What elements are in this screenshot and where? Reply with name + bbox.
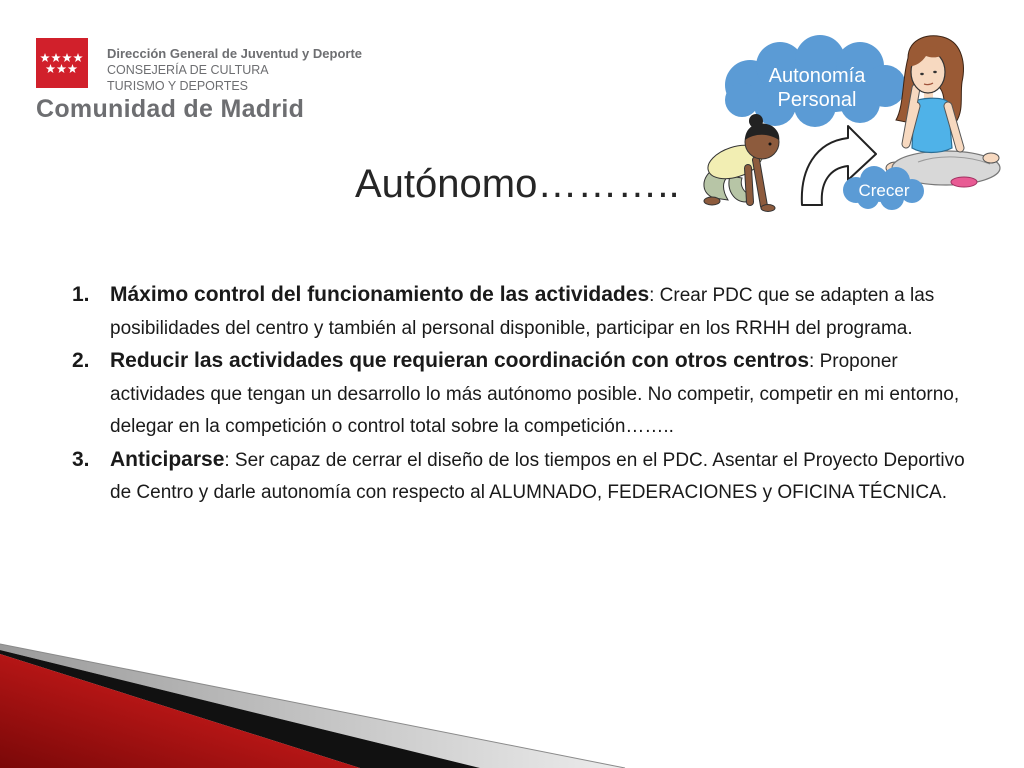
organization-department — [107, 46, 362, 94]
organization-logo — [36, 38, 362, 94]
item-heading: Reducir las actividades que requieran coordinación con otros centros — [110, 349, 810, 372]
cloud-label-line1: Autonomía — [768, 65, 866, 87]
numbered-list — [72, 279, 972, 510]
list-item — [72, 279, 972, 345]
department-name: Dirección General de Juventud y Deporte — [107, 46, 363, 61]
organization-name: Comunidad de Madrid — [36, 95, 305, 123]
cloud-label-line2: Personal — [777, 89, 857, 111]
item-number: 1. — [72, 283, 90, 306]
item-number: 3. — [72, 447, 90, 471]
autonomy-cloud-icon — [725, 35, 906, 127]
item-text: : Crear PDC que se adapten a las posibilidades del centro y también al personal disponible, participar en los RRHH del programa. — [110, 285, 935, 339]
item-body — [110, 279, 972, 345]
slide-title: Autónomo……….. — [355, 162, 680, 206]
growth-illustration — [690, 30, 1010, 220]
girl-sitting-icon — [886, 36, 1000, 187]
ministry-name-line1: CONSEJERÍA DE CULTURA — [107, 63, 269, 77]
list-item — [72, 444, 972, 510]
item-body — [110, 345, 972, 444]
madrid-flag-icon — [36, 38, 88, 88]
grow-label: Crecer — [858, 181, 910, 200]
item-number: 2. — [72, 349, 90, 372]
item-body — [110, 444, 972, 510]
list-item — [72, 345, 972, 444]
baby-crawling-icon — [704, 114, 780, 212]
item-heading: Anticiparse — [110, 447, 225, 471]
ministry-name-line2: TURISMO Y DEPORTES — [107, 79, 249, 93]
decorative-stripes — [0, 640, 640, 768]
item-text: : Ser capaz de cerrar el diseño de los tiempos en el PDC. Asentar el Proyecto Deportivo de Centro y darle autonomía con respecto al ALUMNADO, FEDERACIONES y OFICINA TÉCNICA. — [110, 449, 965, 503]
item-heading: Máximo control del funcionamiento de las actividades — [110, 283, 650, 306]
item-text: : Proponer actividades que tengan un desarrollo lo más autónomo posible. No competir, competir en mi entorno, delegar en la competición o control total sobre la competición…….. — [110, 351, 960, 437]
